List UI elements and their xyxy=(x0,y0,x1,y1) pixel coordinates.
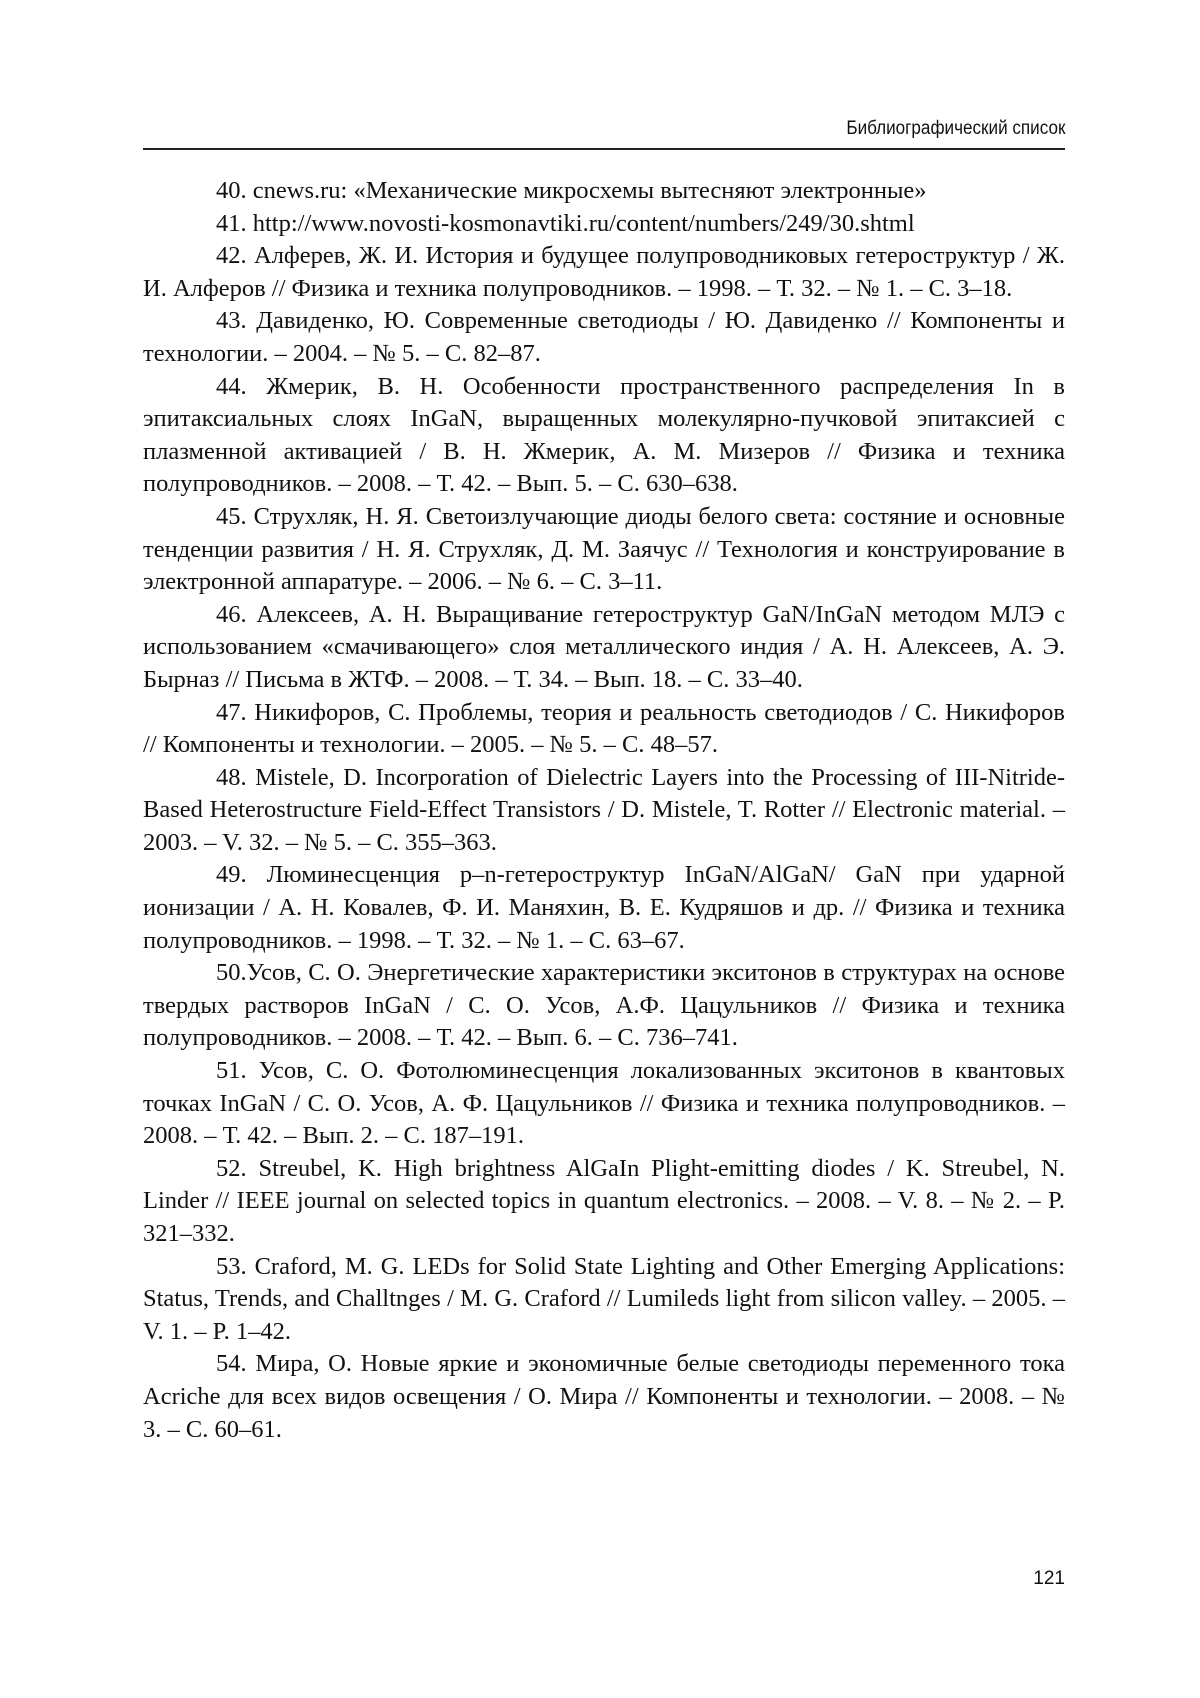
reference-list xyxy=(143,175,1065,1446)
reference-item: 50.Усов, С. О. Энергетические характеристики экситонов в структурах на основе твердых растворов InGaN / С. О. Усов, А.Ф. Цацульников // Физика и техника полупроводников. – 2008. – Т. 42. – Вып. 6. – С. 736–741. xyxy=(143,959,1065,1052)
reference-item: 49. Люминесценция p–n-гетероструктур InGaN/AlGaN/ GaN при ударной ионизации / А. Н. Ковалев, Ф. И. Маняхин, В. Е. Кудряшов и др. // Физика и техника полупроводников. – 1998. – Т. 32. – № 1. – С. 63–67. xyxy=(143,861,1065,954)
reference-item: 48. Mistele, D. Incorporation of Dielectric Layers into the Processing of III-Nitride-Based Heterostructure Field-Effect Transistors / D. Mistele, T. Rotter // Electronic material. – 2003. – V. 32. – № 5. – С. 355–363. xyxy=(143,763,1065,856)
page-number: 121 xyxy=(1033,1568,1065,1589)
reference-item: 52. Streubel, K. High brightness AlGaIn Plight-emitting diodes / K. Streubel, N. Linder // IEEE journal on selected topics in quantum electronics. – 2008. – V. 8. – № 2. – P. 321–332. xyxy=(143,1154,1065,1247)
reference-item: 54. Мира, О. Новые яркие и экономичные белые светодиоды переменного тока Acriche для всех видов освещения / О. Мира // Компоненты и технологии. – 2008. – № 3. – С. 60–61. xyxy=(143,1350,1065,1443)
reference-item: 46. Алексеев, А. Н. Выращивание гетероструктур GaN/InGaN методом МЛЭ с использованием «смачивающего» слоя металлического индия / А. Н. Алексеев, А. Э. Бырназ // Письма в ЖТФ. – 2008. – Т. 34. – Вып. 18. – С. 33–40. xyxy=(143,600,1065,693)
reference-item: 40. cnews.ru: «Механические микросхемы вытесняют электронные» xyxy=(216,177,927,204)
reference-item: 45. Струхляк, Н. Я. Светоизлучающие диоды белого света: состяние и основные тенденции развития / Н. Я. Струхляк, Д. М. Заячус // Технология и конструирование в электронной аппаратуре. – 2006. – № 6. – С. 3–11. xyxy=(143,502,1065,596)
reference-item: 43. Давиденко, Ю. Современные светодиоды / Ю. Давиденко // Компоненты и технологии. – 2004. – № 5. – С. 82–87. xyxy=(143,307,1065,367)
reference-item: 42. Алферев, Ж. И. История и будущее полупроводниковых гетероструктур / Ж. И. Алферов // Физика и техника полупроводников. – 1998. – Т. 32. – № 1. – С. 3–18. xyxy=(143,242,1065,302)
reference-item: 44. Жмерик, В. Н. Особенности пространственного распределения In в эпитаксиальных слоях InGaN, выращенных молекулярно-пучковой эпитаксией с плазменной активацией / В. Н. Жмерик, А. М. Мизеров // Физика и техника полупроводников. – 2008. – Т. 42. – Вып. 5. – С. 630–638. xyxy=(143,372,1065,498)
reference-item: 47. Никифоров, С. Проблемы, теория и реальность светодиодов / С. Никифоров // Компоненты и технологии. – 2005. – № 5. – С. 48–57. xyxy=(143,698,1065,759)
running-header-title: Библиографический список xyxy=(845,118,1065,139)
running-header xyxy=(143,112,1065,150)
reference-item: 51. Усов, С. О. Фотолюминесценция локализованных экситонов в квантовых точках InGaN / С. О. Усов, А. Ф. Цацульников // Физика и техника полупроводников. – 2008. – Т. 42. – Вып. 2. – С. 187–191. xyxy=(143,1057,1065,1150)
reference-item: 41. http://www.novosti-kosmonavtiki.ru/content/numbers/249/30.shtml xyxy=(216,209,915,237)
reference-item: 53. Craford, M. G. LEDs for Solid State Lighting and Other Emerging Applications: Status, Trends, and Challtnges / M. G. Craford // Lumileds light from silicon valley. – 2005. – V. 1. – P. 1–42. xyxy=(143,1252,1065,1345)
